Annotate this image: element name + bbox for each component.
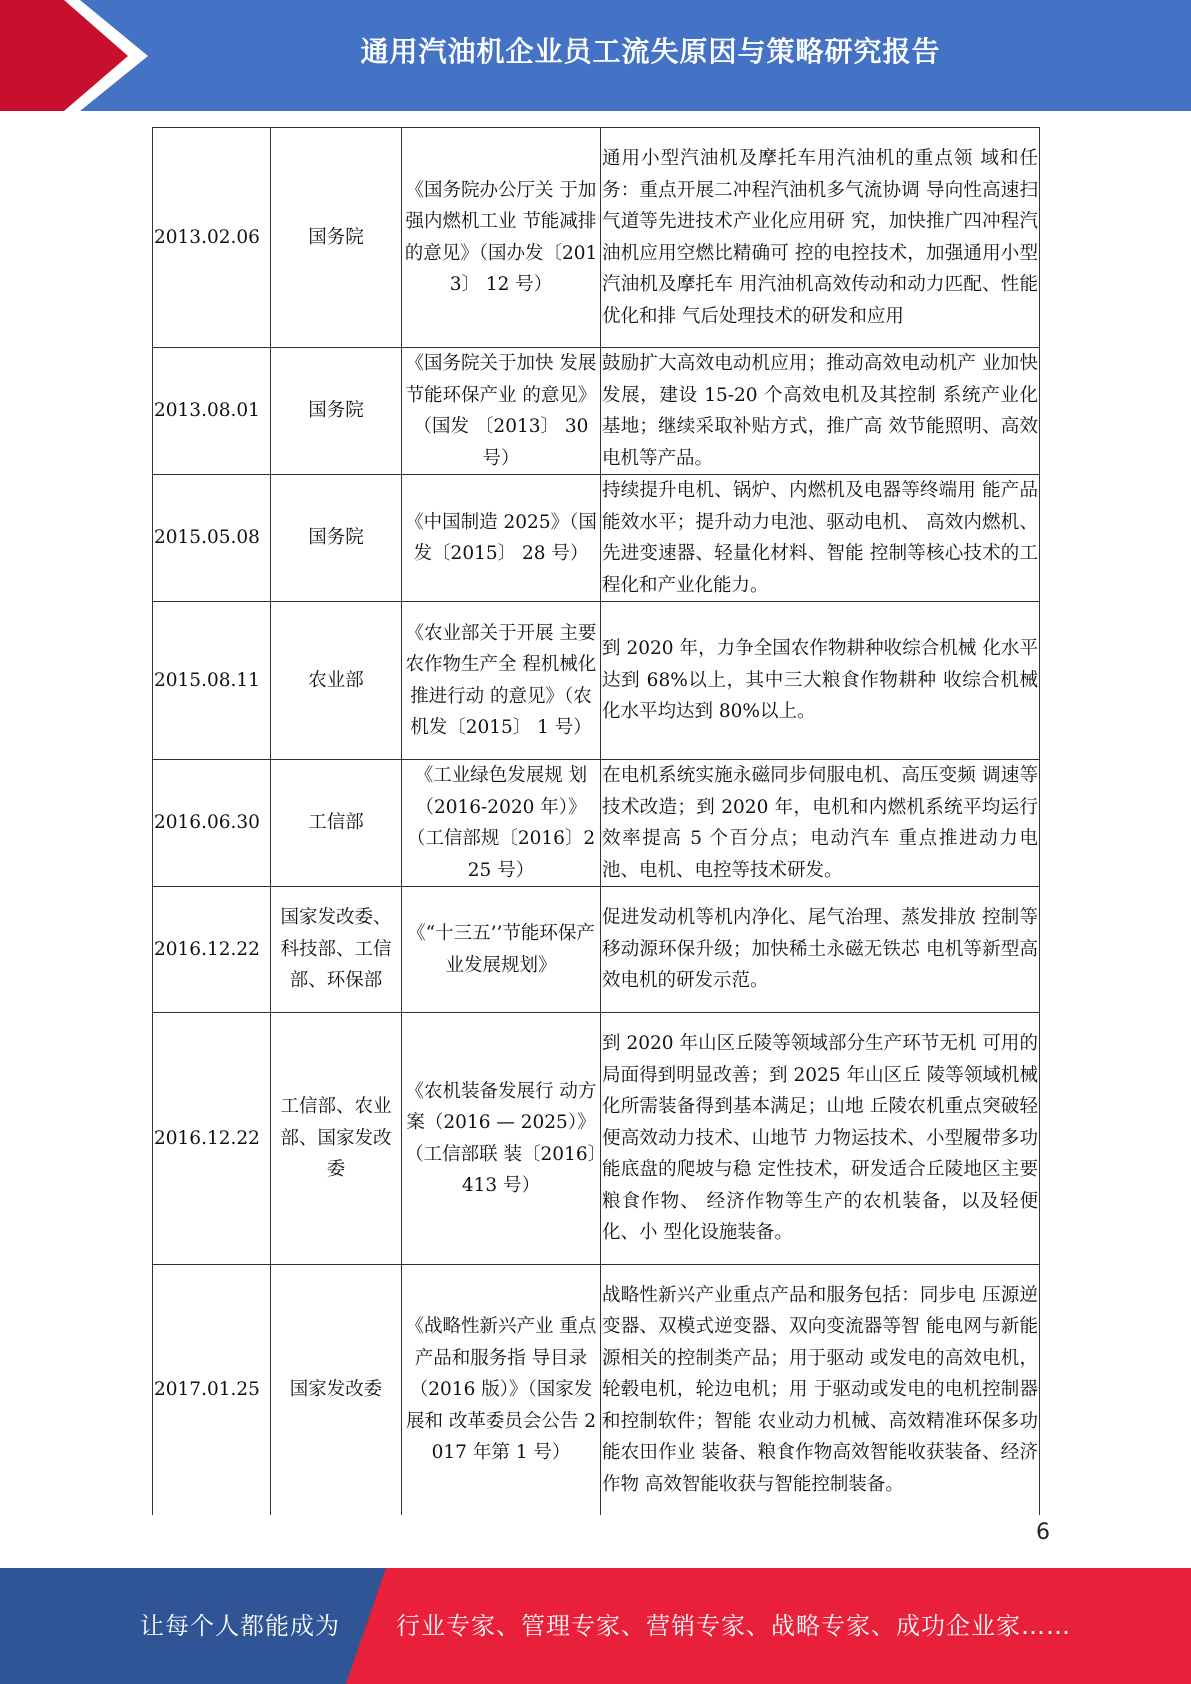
table-row: [153, 760, 1040, 887]
page-number: 6: [1036, 1520, 1050, 1545]
date-cell: 2013.08.01: [153, 348, 271, 475]
document-cell: 《国务院办公厅关 于加强内燃机工业 节能减排的意见》（国办发〔2013〕 12 号）: [402, 128, 601, 348]
content-cell: 战略性新兴产业重点产品和服务包括：同步电 压源逆变器、双模式逆变器、双向变流器等智 能电网与新能源相关的控制类产品；用于驱动 或发电的高效电机，轮毂电机，轮边电机；用 于驱动或发电的电机控制器和控制软件；智能 农业动力机械、高效精准环保多功能农田作业 装备、粮食作物高效智能收获装备、经济作物 高效智能收获与智能控制装备。: [601, 1265, 1040, 1515]
date-cell: 2016.06.30: [153, 760, 271, 887]
date-cell: 2015.08.11: [153, 602, 271, 760]
content-cell: 促进发动机等机内净化、尾气治理、蒸发排放 控制等移动源环保升级；加快稀土永磁无铁芯 电机等新型高效电机的研发示范。: [601, 887, 1040, 1013]
department-cell: 国家发改委: [271, 1265, 402, 1515]
department-cell: 国务院: [271, 128, 402, 348]
report-title: 通用汽油机企业员工流失原因与策略研究报告: [360, 35, 941, 68]
content-cell: 到 2020 年，力争全国农作物耕种收综合机械 化水平达到 68%以上，其中三大粮食作物耕种 收综合机械化水平均达到 80%以上。: [601, 602, 1040, 760]
document-cell: 《农机装备发展行 动方案（2016 — 2025）》（工信部联 装〔2016〕413 号）: [402, 1013, 601, 1265]
content-cell: 鼓励扩大高效电动机应用；推动高效电动机产 业加快发展，建设 15-20 个高效电机及其控制 系统产业化基地；继续采取补贴方式，推广高 效节能照明、高效电机等产品。: [601, 348, 1040, 475]
document-cell: 《战略性新兴产业 重点产品和服务指 导目录（2016 版）》（国家发展和 改革委员会公告 2017 年第 1 号）: [402, 1265, 601, 1515]
content-cell: 持续提升电机、锅炉、内燃机及电器等终端用 能产品能效水平；提升动力电池、驱动电机、 高效内燃机、先进变速器、轻量化材料、智能 控制等核心技术的工程化和产业化能力。: [601, 475, 1040, 602]
policy-table: [152, 127, 1040, 1515]
department-cell: 农业部: [271, 602, 402, 760]
content-cell: 到 2020 年山区丘陵等领域部分生产环节无机 可用的局面得到明显改善；到 2025 年山区丘 陵等领域机械化所需装备得到基本满足；山地 丘陵农机重点突破轻便高效动力技术、山地节 力物运技术、小型履带多功能底盘的爬坡与稳 定性技术，研发适合丘陵地区主要粮食作物、 经济作物等生产的农机装备，以及轻便化、小 型化设施装备。: [601, 1013, 1040, 1265]
date-cell: 2013.02.06: [153, 128, 271, 348]
page-header: [0, 0, 1191, 111]
department-cell: 工信部、农业部、国家发改委: [271, 1013, 402, 1265]
department-cell: 国务院: [271, 348, 402, 475]
footer-slogan-left: 让每个人都能成为: [140, 1612, 340, 1640]
document-cell: 《国务院关于加快 发展节能环保产业 的意见》（国发 〔2013〕 30 号）: [402, 348, 601, 475]
table-row: [153, 1013, 1040, 1265]
document-cell: 《“十三五’’节能环保产业发展规划》: [402, 887, 601, 1013]
department-cell: 国家发改委、科技部、工信部、环保部: [271, 887, 402, 1013]
content-cell: 在电机系统实施永磁同步伺服电机、高压变频 调速等技术改造；到 2020 年，电机和内燃机系统平均运行效率提高 5 个百分点；电动汽车 重点推进动力电池、电机、电控等技术研发。: [601, 760, 1040, 887]
department-cell: 工信部: [271, 760, 402, 887]
content-cell: 通用小型汽油机及摩托车用汽油机的重点领 域和任务：重点开展二冲程汽油机多气流协调 导向性高速扫气道等先进技术产业化应用研 究，加快推广四冲程汽油机应用空燃比精确可 控的电控技术，加强通用小型汽油机及摩托车 用汽油机高效传动和动力匹配、性能优化和排 气后处理技术的研发和应用: [601, 128, 1040, 348]
table-row: [153, 1265, 1040, 1515]
date-cell: 2015.05.08: [153, 475, 271, 602]
date-cell: 2017.01.25: [153, 1265, 271, 1515]
page-footer: [0, 1568, 1191, 1684]
table-row: [153, 887, 1040, 1013]
document-cell: 《农业部关于开展 主要农作物生产全 程机械化推进行动 的意见》（农机发〔2015〕 1 号）: [402, 602, 601, 760]
header-arrow-icon: [0, 0, 150, 111]
document-cell: 《中国制造 2025》（国发〔2015〕 28 号）: [402, 475, 601, 602]
table-row: [153, 602, 1040, 760]
footer-slogan-right: 行业专家、管理专家、营销专家、战略专家、成功企业家……: [396, 1612, 1071, 1640]
date-cell: 2016.12.22: [153, 1013, 271, 1265]
table-row: [153, 475, 1040, 602]
department-cell: 国务院: [271, 475, 402, 602]
date-cell: 2016.12.22: [153, 887, 271, 1013]
table-row: [153, 128, 1040, 348]
table-row: [153, 348, 1040, 475]
document-cell: 《工业绿色发展规 划（2016-2020 年）》（工信部规〔2016〕225 号）: [402, 760, 601, 887]
